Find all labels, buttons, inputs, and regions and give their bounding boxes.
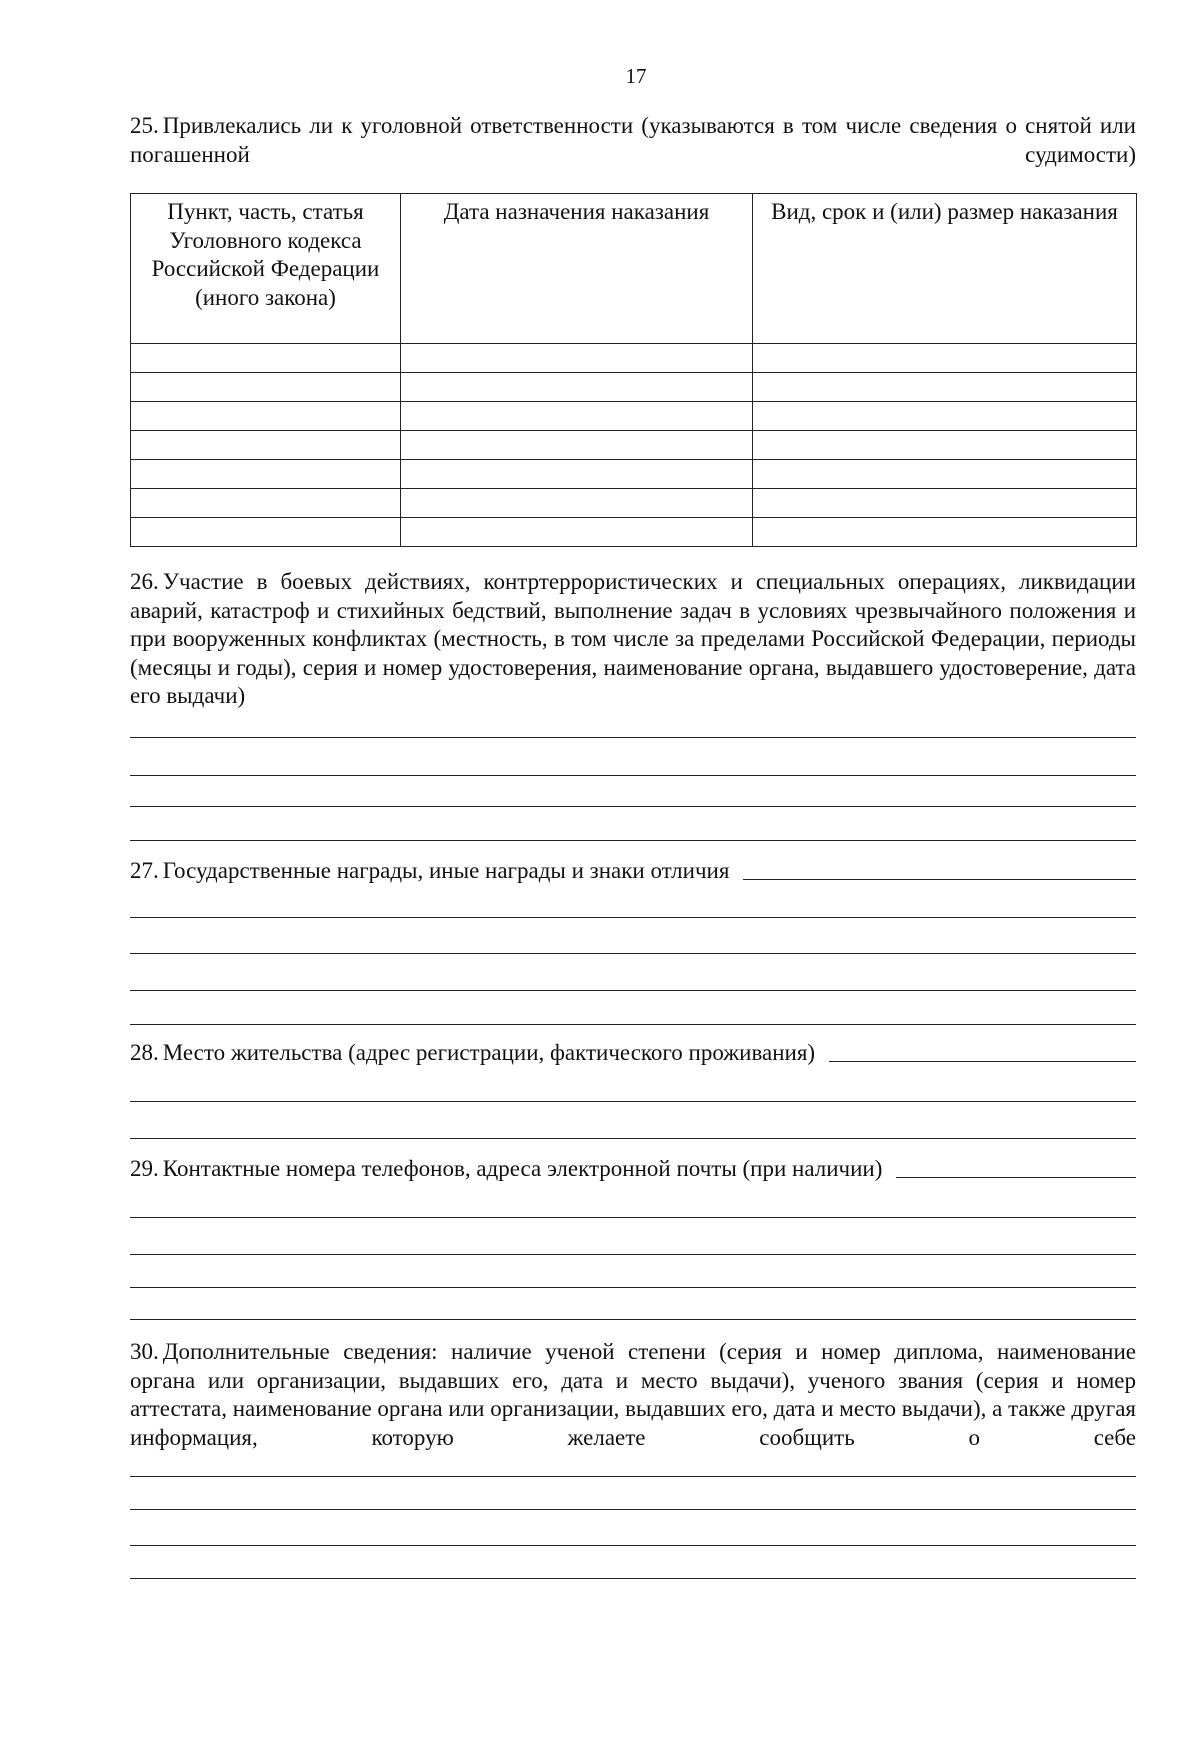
question-25: [130, 112, 1136, 169]
table-cell[interactable]: [131, 402, 401, 431]
answer-line-29-1[interactable]: [130, 1217, 1136, 1218]
answer-line-30-3[interactable]: [130, 1545, 1136, 1546]
question-28: [130, 1039, 1136, 1068]
table-cell[interactable]: [753, 402, 1137, 431]
answer-line-28-2[interactable]: [130, 1138, 1136, 1139]
answer-line-29-inline[interactable]: [896, 1177, 1136, 1178]
page-number: 17: [625, 64, 647, 88]
question-30: [130, 1338, 1136, 1452]
table-row: [131, 402, 1137, 431]
table-cell[interactable]: [401, 460, 753, 489]
table-header-row: [131, 194, 1137, 344]
answer-line-27-4[interactable]: [130, 1024, 1136, 1025]
column-header-article: Пункт, часть, статья Уголовного кодекса Российской Федерации (иного закона): [131, 194, 401, 344]
question-28-number: 28.: [130, 1040, 159, 1065]
answer-line-30-1[interactable]: [130, 1476, 1136, 1477]
question-29-number: 29.: [130, 1156, 159, 1181]
table-row: [131, 373, 1137, 402]
table-cell[interactable]: [401, 402, 753, 431]
table-cell[interactable]: [753, 344, 1137, 373]
table-cell[interactable]: [753, 460, 1137, 489]
question-26-text: Участие в боевых действиях, контртеррористических и специальных операциях, ликвидации аварий, катастроф и стихийных бедствий, выполнение задач в условиях чрезвычайного положения и при вооруженных конфликтах (местность, в том числе за пределами Российской Федерации, периоды (месяцы и годы), серия и номер удостоверения, наименование органа, выдавшего удостоверение, дата его выдачи): [130, 569, 1136, 708]
question-29: [130, 1155, 1136, 1184]
question-26: [130, 568, 1136, 711]
table-row: [131, 518, 1137, 547]
table-cell[interactable]: [131, 344, 401, 373]
question-30-number: 30.: [130, 1339, 159, 1364]
question-26-number: 26.: [130, 569, 159, 594]
table-cell[interactable]: [131, 460, 401, 489]
column-header-date: Дата назначения наказания: [401, 194, 753, 344]
table-cell[interactable]: [131, 431, 401, 460]
table-cell[interactable]: [401, 344, 753, 373]
table-cell[interactable]: [401, 489, 753, 518]
answer-line-29-2[interactable]: [130, 1254, 1136, 1255]
answer-line-30-4[interactable]: [130, 1578, 1136, 1579]
answer-line-27-1[interactable]: [130, 917, 1136, 918]
answer-line-27-2[interactable]: [130, 953, 1136, 954]
table-cell[interactable]: [401, 431, 753, 460]
answer-line-28-inline[interactable]: [829, 1061, 1136, 1062]
answer-line-26-3[interactable]: [130, 806, 1136, 807]
answer-line-27-inline[interactable]: [743, 879, 1136, 880]
criminal-record-table: [130, 193, 1137, 547]
table-cell[interactable]: [753, 373, 1137, 402]
table-cell[interactable]: [401, 373, 753, 402]
table-row: [131, 431, 1137, 460]
column-header-punishment: Вид, срок и (или) размер наказания: [753, 194, 1137, 344]
table-cell[interactable]: [401, 518, 753, 547]
answer-line-29-3[interactable]: [130, 1287, 1136, 1288]
table-cell[interactable]: [131, 489, 401, 518]
table-cell[interactable]: [753, 431, 1137, 460]
table-row: [131, 489, 1137, 518]
table-row: [131, 460, 1137, 489]
answer-line-27-3[interactable]: [130, 990, 1136, 991]
question-30-text: Дополнительные сведения: наличие ученой степени (серия и номер диплома, наименование органа или организации, выдавших его, дата и место выдачи), ученого звания (серия и номер аттестата, наименование органа или организации, выдавших его, дата и место выдачи), а также другая информация, которую желаете сообщить о себе: [130, 1339, 1136, 1450]
question-27: [130, 857, 1136, 886]
answer-line-26-1[interactable]: [130, 737, 1136, 738]
question-27-number: 27.: [130, 858, 159, 883]
answer-line-26-4[interactable]: [130, 840, 1136, 841]
question-27-text: Государственные награды, иные награды и знаки отличия: [162, 858, 730, 883]
answer-line-28-1[interactable]: [130, 1101, 1136, 1102]
answer-line-26-2[interactable]: [130, 775, 1136, 776]
table-cell[interactable]: [753, 489, 1137, 518]
question-25-text: Привлекались ли к уголовной ответственности (указываются в том числе сведения о снятой или погашенной судимости): [130, 113, 1136, 167]
table-cell[interactable]: [131, 518, 401, 547]
answer-line-29-4[interactable]: [130, 1319, 1136, 1320]
answer-line-30-2[interactable]: [130, 1509, 1136, 1510]
table-cell[interactable]: [753, 518, 1137, 547]
question-28-text: Место жительства (адрес регистрации, фактического проживания): [162, 1040, 816, 1065]
table-row: [131, 344, 1137, 373]
question-29-text: Контактные номера телефонов, адреса электронной почты (при наличии): [162, 1156, 883, 1181]
question-25-number: 25.: [130, 113, 159, 138]
table-cell[interactable]: [131, 373, 401, 402]
